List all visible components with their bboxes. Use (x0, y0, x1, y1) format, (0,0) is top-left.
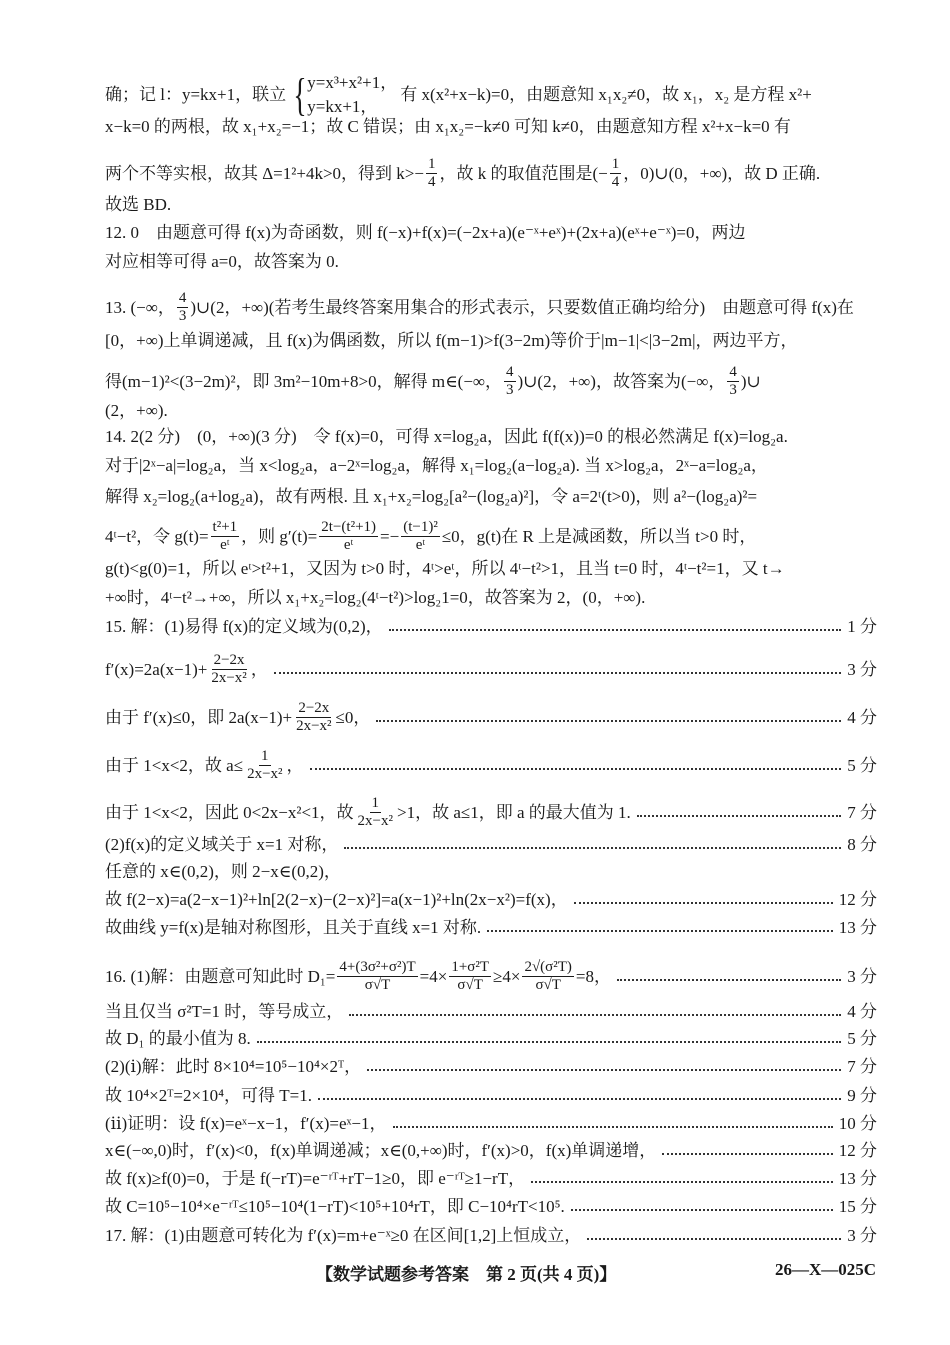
text-run: =− (380, 526, 400, 546)
text-run: 故曲线 y=f(x)是轴对称图形，且关于直线 x=1 对称. (105, 918, 482, 937)
denominator: σ√T (535, 977, 561, 993)
text-run: x∈(−∞,0)时，f′(x)<0，f(x)单调递减；x∈(0,+∞)时，f′(x)>0，f(x)单调递增， (105, 1141, 657, 1160)
fraction (209, 652, 248, 687)
score-points: 3 分 (847, 1226, 877, 1245)
line-content (105, 558, 785, 580)
line-content (105, 748, 304, 783)
line-content (105, 861, 341, 883)
numerator: 1 (371, 795, 380, 811)
text-run: 故 D₁ 的最小值为 8. (105, 1029, 251, 1048)
text-run: 故 f(x)≥f(0)=0，于是 f(−rT)=e⁻ʳᵀ+rT−1≥0，即 e⁻ʳᵀ≥1−rT， (105, 1169, 526, 1188)
text-run: ， (286, 755, 304, 775)
fraction (449, 959, 491, 994)
text-run: 故 C=10⁵−10⁴×e⁻ʳᵀ≤10⁵−10⁴(1−rT)<10⁵+10⁴rT，即 C−10⁴rT<10⁵. (105, 1197, 565, 1216)
text-line (105, 795, 877, 830)
text-run: 16. (1)解：由题意可知此时 D₁= (105, 966, 336, 986)
denominator: eᵗ (415, 537, 426, 553)
text-run: 得(m−1)²<(3−2m)²，即 3m²−10m+8>0，解得 m∈(−∞， (105, 371, 503, 391)
score-points: 1 分 (847, 617, 877, 636)
fraction (610, 156, 622, 191)
numerator: (t−1)² (403, 519, 438, 535)
line-content (105, 1001, 343, 1023)
denominator: 3 (178, 308, 187, 324)
text-run: (ⅱ)证明：设 f(x)=eˣ−x−1，f′(x)=eˣ−1， (105, 1114, 387, 1133)
text-run: ≤0，g(t)在 R 上是减函数，所以当 t>0 时， (441, 526, 757, 546)
text-run: +∞时，4ᵗ−t²→+∞，所以 x₁+x₂=log₂(4ᵗ−t²)>log₂1=0，故答案为 2，(0，+∞). (105, 588, 646, 607)
line-content (105, 519, 756, 554)
system-equation: y=x³+x²+1， (307, 73, 398, 92)
text-line (105, 1168, 877, 1190)
line-content (105, 222, 746, 244)
line-content (105, 330, 798, 352)
line-content (105, 1196, 565, 1218)
numerator: 1 (261, 748, 269, 764)
score-points: 15 分 (838, 1197, 877, 1216)
fraction (177, 290, 189, 325)
text-line (105, 1113, 877, 1135)
footer-title: 【数学试题参考答案 第 2 页(共 4 页)】 (316, 1265, 617, 1284)
text-line (105, 71, 877, 119)
score-points: 13 分 (838, 1169, 877, 1188)
text-line (105, 1028, 877, 1050)
score-points: 3 分 (847, 966, 877, 986)
text-run: 由于 1<x<2，故 a≤ (105, 755, 244, 775)
dot-leader (318, 1098, 841, 1100)
score-points: 4 分 (847, 707, 877, 727)
line-content (105, 426, 788, 448)
score-points: 10 分 (838, 1114, 877, 1133)
line-content (105, 616, 383, 638)
fraction (319, 519, 378, 554)
numerator: 2−2x (298, 700, 330, 716)
text-run: 确；记 l：y=kx+1，联立 (105, 85, 287, 104)
text-line (105, 486, 877, 508)
text-run: >1，故 a≤1，即 a 的最大值为 1. (397, 802, 631, 822)
line-content (105, 116, 791, 138)
fraction (426, 156, 438, 191)
text-run: =4× (419, 966, 448, 986)
text-run: 有 x(x²+x−k)=0，由题意知 x₁x₂≠0，故 x₁，x₂ 是方程 x²+ (400, 85, 812, 104)
denominator: 4 (611, 174, 620, 190)
text-run: ，0)∪(0，+∞)，故 D 正确. (623, 163, 821, 183)
text-run: 故 10⁴×2ᵀ=2×10⁴，可得 T=1. (105, 1086, 312, 1105)
line-content (105, 1113, 387, 1135)
text-line (105, 194, 877, 216)
system-equation: y=kx+1， (307, 97, 378, 116)
denominator: 2x−x² (247, 766, 283, 782)
text-run: 对于|2ˣ−a|=log₂a，当 x<log₂a，a−2ˣ=log₂a，解得 x₁=log₂(a−log₂a). 当 x>log₂a，2ˣ−a=log₂a， (105, 456, 768, 475)
text-run: ，故 k 的取值范围是(− (439, 163, 608, 183)
line-content (105, 486, 757, 508)
score-points: 4 分 (847, 1002, 877, 1021)
text-run: ， (250, 659, 268, 679)
text-line (105, 834, 877, 856)
line-content (105, 917, 481, 939)
text-line (105, 116, 877, 138)
fraction (294, 700, 333, 735)
text-run: 当且仅当 σ²T=1 时，等号成立， (105, 1002, 344, 1021)
text-line (105, 426, 877, 448)
line-content (105, 795, 631, 830)
text-run: 由于 f′(x)≤0，即 2a(x−1)+ (105, 707, 293, 727)
text-line (105, 400, 877, 422)
score-points: 5 分 (847, 1029, 877, 1048)
dot-leader (376, 720, 841, 722)
text-run: ≥4× (493, 966, 521, 986)
text-line (105, 156, 877, 191)
line-content (105, 587, 645, 609)
denominator: σ√T (457, 977, 483, 993)
line-content (105, 156, 820, 191)
text-run: (2)(ⅰ)解：此时 8×10⁴=10⁵−10⁴×2ᵀ， (105, 1057, 362, 1076)
text-line (105, 616, 877, 638)
line-content (105, 364, 761, 399)
text-line (105, 587, 877, 609)
line-content (105, 1225, 581, 1247)
dot-leader (617, 979, 841, 981)
line-content (105, 290, 854, 325)
numerator: 1+σ²T (451, 959, 490, 975)
dot-leader (487, 930, 833, 932)
text-run: (2，+∞). (105, 401, 168, 420)
dot-leader (571, 1209, 833, 1211)
fraction (245, 748, 284, 783)
denominator: 2x−x² (211, 670, 247, 686)
denominator: σ√T (364, 977, 391, 993)
numerator: 4+(3σ²+σ²)T (339, 959, 416, 975)
line-content (105, 1056, 361, 1078)
score-points: 12 分 (838, 1141, 877, 1160)
line-content (105, 889, 568, 911)
score-points: 7 分 (847, 1057, 877, 1076)
text-run: 解得 x₂=log₂(a+log₂a)，故有两根. 且 x₁+x₂=log₂[a²−(log₂a)²]，令 a=2ᵗ(t>0)，则 a²−(log₂a)²= (105, 487, 758, 506)
denominator: 2x−x² (296, 718, 332, 734)
text-run: ≤0， (335, 707, 371, 727)
line-content (105, 834, 338, 856)
dot-leader (344, 847, 841, 849)
text-run: 13. (−∞， (105, 297, 175, 317)
document-code: 26—X—025C (775, 1260, 877, 1279)
text-run: 15. 解：(1)易得 f(x)的定义域为(0,2)， (105, 617, 383, 636)
numerator: 1 (611, 156, 620, 172)
text-run: x−k=0 的两根，故 x₁+x₂=−1；故 C 错误；由 x₁x₂=−k≠0 可知 k≠0，由题意知方程 x²+x−k=0 有 (105, 117, 791, 136)
left-brace: { (293, 69, 307, 120)
line-content (105, 1168, 525, 1190)
fraction (504, 364, 516, 399)
text-run: 12. 0 由题意可得 f(x)为奇函数，则 f(−x)+f(x)=(−2x+a)(e⁻ˣ+eˣ)+(2x+a)(eˣ+e⁻ˣ)=0，两边 (105, 223, 746, 242)
text-line (105, 700, 877, 735)
score-points: 7 分 (847, 802, 877, 822)
fraction (337, 959, 417, 994)
line-content (105, 194, 171, 216)
dot-leader (257, 1041, 842, 1043)
fraction (356, 795, 395, 830)
denominator: eᵗ (343, 537, 354, 553)
dot-leader (662, 1153, 832, 1155)
denominator: 3 (729, 382, 737, 398)
text-line (105, 1085, 877, 1107)
dot-leader (637, 815, 841, 817)
dot-leader (274, 672, 841, 674)
numerator: 4 (178, 290, 187, 306)
line-content (105, 652, 268, 687)
dot-leader (531, 1181, 833, 1183)
numerator: 4 (506, 364, 514, 380)
score-points: 3 分 (847, 659, 877, 679)
text-run: =8， (575, 966, 612, 986)
line-content (105, 700, 370, 735)
fraction (522, 959, 573, 994)
text-line (105, 959, 877, 994)
text-run: 故选 BD. (105, 195, 172, 214)
dot-leader (310, 768, 842, 770)
denominator: 2x−x² (357, 813, 394, 829)
fraction (211, 519, 240, 554)
dot-leader (393, 1126, 833, 1128)
fraction (401, 519, 440, 554)
text-run: 任意的 x∈(0,2)，则 2−x∈(0,2)， (105, 862, 341, 881)
text-line (105, 455, 877, 477)
text-line (105, 330, 877, 352)
line-content (105, 1140, 656, 1162)
text-run: 17. 解：(1)由题意可转化为 f′(x)=m+e⁻ˣ≥0 在区间[1,2]上恒成立， (105, 1226, 582, 1245)
text-run: 14. 2(2 分) (0，+∞)(3 分) 令 f(x)=0，可得 x=log₂a，因此 f(f(x))=0 的根必然满足 f(x)=log₂a. (105, 427, 788, 446)
text-line (105, 222, 877, 244)
dot-leader (389, 629, 842, 631)
text-line (105, 251, 877, 273)
text-run: 对应相等可得 a=0，故答案为 0. (105, 252, 339, 271)
dot-leader (587, 1238, 841, 1240)
text-run: (2)f(x)的定义域关于 x=1 对称， (105, 835, 339, 854)
fraction (727, 364, 739, 399)
text-run: )∪ (740, 371, 761, 391)
text-run: 由于 1<x<2，因此 0<2x−x²<1，故 (105, 802, 354, 822)
text-line (105, 519, 877, 554)
line-content (105, 455, 768, 477)
text-run: 4ᵗ−t²，令 g(t)= (105, 526, 209, 546)
numerator: 2−2x (213, 652, 245, 668)
text-line (105, 652, 877, 687)
dot-leader (574, 902, 833, 904)
text-line (105, 364, 877, 399)
text-line (105, 748, 877, 783)
dot-leader (349, 1014, 841, 1016)
denominator: 4 (427, 174, 436, 190)
line-content (105, 400, 168, 422)
text-line (105, 1196, 877, 1218)
numerator: 2t−(t²+1) (321, 519, 377, 535)
score-points: 9 分 (847, 1086, 877, 1105)
score-points: 8 分 (847, 835, 877, 854)
system-rows (307, 71, 397, 119)
text-line (105, 917, 877, 939)
text-run: [0，+∞)上单调递减，且 f(x)为偶函数，所以 f(m−1)>f(3−2m)等价于|m−1|<|3−2m|，两边平方， (105, 331, 798, 350)
text-line (105, 1001, 877, 1023)
text-run: f′(x)=2a(x−1)+ (105, 659, 208, 679)
denominator: eᵗ (220, 537, 230, 553)
numerator: 1 (427, 156, 436, 172)
text-line (105, 558, 877, 580)
text-run: )∪(2，+∞)(若考生最终答案用集合的形式表示，只要数值正确均给分) 由题意可得 f(x)在 (190, 297, 854, 317)
text-line (105, 889, 877, 911)
score-points: 12 分 (838, 890, 877, 909)
text-line (105, 1140, 877, 1162)
text-line (105, 861, 877, 883)
text-line (105, 1056, 877, 1078)
score-points: 13 分 (838, 918, 877, 937)
line-content (105, 1085, 312, 1107)
line-content (105, 959, 611, 994)
text-run: g(t)<g(0)=1，所以 eᵗ>t²+1，又因为 t>0 时，4ᵗ>eᵗ，所以 4ᵗ−t²>1，且当 t=0 时，4ᵗ−t²=1，又 t→ (105, 559, 785, 578)
numerator: 2√(σ²T) (524, 959, 572, 975)
numerator: t²+1 (212, 519, 238, 535)
text-run: 故 f(2−x)=a(2−x−1)²+ln[2(2−x)−(2−x)²]=a(x−1)²+ln(2x−x²)=f(x)， (105, 890, 568, 909)
text-run: ，则 g′(t)= (241, 526, 318, 546)
line-content (105, 251, 339, 273)
line-content (105, 1028, 251, 1050)
text-line (105, 290, 877, 325)
dot-leader (367, 1069, 841, 1071)
score-points: 5 分 (847, 755, 877, 775)
numerator: 4 (729, 364, 737, 380)
text-run: 两个不等实根，故其 Δ=1²+4k>0，得到 k>− (105, 163, 424, 183)
text-run: )∪(2，+∞)，故答案为(−∞， (517, 371, 726, 391)
line-content (105, 71, 812, 119)
text-line (105, 1225, 877, 1247)
equation-system (289, 71, 397, 119)
denominator: 3 (506, 382, 514, 398)
